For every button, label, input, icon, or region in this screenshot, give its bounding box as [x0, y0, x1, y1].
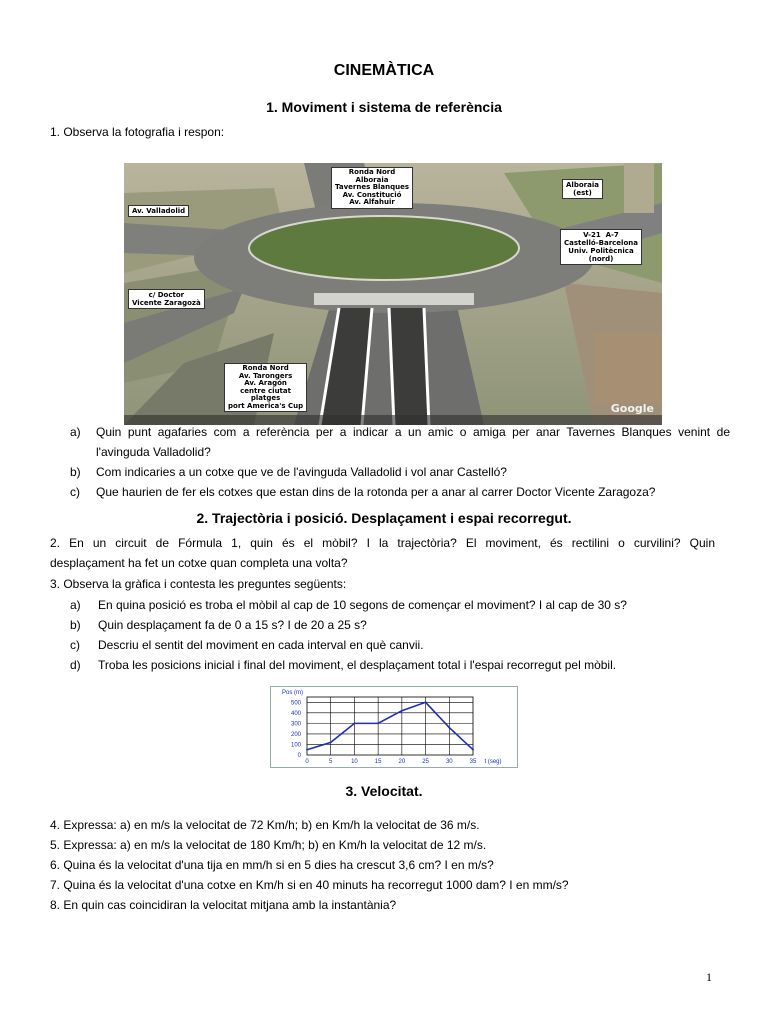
section-2-heading: 2. Trajectòria i posició. Desplaçament i espai recorregut. — [196, 510, 572, 526]
item-1a — [70, 422, 730, 442]
question-6: 6. Quina és la velocitat d'una tija en mm/h si en 5 dies ha crescut 3,6 cm? I en m/s? — [50, 858, 494, 872]
item-1b — [70, 462, 730, 482]
question-5: 5. Expressa: a) en m/s la velocitat de 180 Km/h; b) en Km/h la velocitat de 12 m/s. — [50, 838, 487, 852]
sign-right — [560, 229, 642, 265]
item-label: d) — [70, 658, 81, 672]
sign-left-bottom-text: c/ Doctor Vicente Zaragozà — [132, 291, 201, 307]
section-2-items — [70, 595, 730, 675]
data-point — [448, 727, 450, 729]
x-axis-label: t (seg) — [484, 759, 502, 765]
y-tick-label: 0 — [297, 753, 301, 759]
roundabout-photo — [124, 163, 662, 425]
item-label: b) — [70, 465, 81, 479]
item-3d — [70, 655, 730, 675]
google-watermark: Google — [610, 402, 654, 415]
y-tick-label: 300 — [290, 721, 301, 728]
question-4: 4. Expressa: a) en m/s la velocitat de 72 Km/h; b) en Km/h la velocitat de 36 m/s. — [50, 818, 480, 832]
page-title: CINEMÀTICA — [333, 62, 435, 79]
question-2-line-1: 2. En un circuit de Fórmula 1, quin és el mòbil? I la trajectòria? El moviment, és rectilini o curvilini? Quin — [50, 536, 715, 550]
chart-svg — [271, 687, 517, 767]
section-3-items — [50, 815, 569, 915]
item-1a-cont — [70, 442, 730, 462]
item-3a — [70, 595, 730, 615]
data-point — [425, 701, 427, 703]
x-tick-label: 30 — [445, 759, 453, 765]
item-label: a) — [70, 425, 81, 439]
x-tick-label: 35 — [469, 759, 477, 765]
item-label: c) — [70, 485, 80, 499]
y-axis-label: Pos (m) — [282, 690, 303, 696]
section-3-heading: 3. Velocitat. — [345, 783, 423, 799]
data-point — [330, 741, 332, 743]
item-text: Descriu el sentit del moviment en cada interval en què canvii. — [98, 638, 424, 652]
item-text: Quin desplaçament fa de 0 a 15 s? I de 20 a 25 s? — [98, 618, 367, 632]
item-label: a) — [70, 598, 81, 612]
page-number: 1 — [706, 970, 712, 984]
position-time-chart — [270, 686, 518, 768]
item-label: c) — [70, 638, 80, 652]
item-text: Que haurien de fer els cotxes que estan dins de la rotonda per a anar al carrer Doctor Vicente Zaragoza? — [96, 485, 656, 499]
item-text: Com indicaries a un cotxe que ve de l'avinguda Valladolid i vol anar Castelló? — [96, 465, 507, 479]
question-8: 8. En quin cas coincidiran la velocitat mitjana amb la instantània? — [50, 898, 397, 912]
question-2 — [50, 533, 715, 573]
data-point — [377, 722, 379, 724]
section-1-heading: 1. Moviment i sistema de referència — [266, 99, 502, 115]
item-label: b) — [70, 618, 81, 632]
sign-left — [128, 205, 189, 217]
y-tick-label: 100 — [290, 742, 301, 749]
sign-top-right — [562, 179, 603, 199]
y-tick-label: 500 — [290, 700, 301, 707]
item-text: Troba les posicions inicial i final del moviment, el desplaçament total i l'espai recorregut pel mòbil. — [98, 658, 617, 672]
sign-top-center-text: Ronda Nord Alboraia Tavernes Blanques Av. Constitució Av. Alfahuir — [335, 168, 410, 206]
x-tick-label: 0 — [305, 759, 309, 765]
x-tick-label: 5 — [329, 759, 333, 765]
y-tick-label: 200 — [290, 731, 301, 738]
question-2-line-2: desplaçament ha fet un cotxe quan completa una volta? — [50, 556, 348, 570]
sign-left-bottom — [128, 289, 205, 309]
item-3b — [70, 615, 730, 635]
x-tick-label: 10 — [351, 759, 358, 765]
y-tick-label: 400 — [290, 710, 301, 717]
data-point — [354, 722, 356, 724]
data-point — [401, 710, 403, 712]
sign-top-center — [331, 167, 413, 209]
data-point — [472, 749, 474, 751]
item-text: En quina posició es troba el mòbil al cap de 10 segons de començar el moviment? I al cap de 30 s? — [98, 598, 627, 612]
item-text: Quin punt agafaries com a referència per a indicar a un amic o amiga per anar Tavernes Blanques venint de — [96, 425, 730, 439]
question-3: 3. Observa la gràfica i contesta les preguntes següents: — [50, 577, 347, 591]
question-7: 7. Quina és la velocitat d'una cotxe en Km/h si en 40 minuts ha recorregut 1000 dam? I en mm/s? — [50, 878, 569, 892]
item-3c — [70, 635, 730, 655]
sign-left-text: Av. Valladolid — [132, 207, 186, 215]
x-tick-label: 15 — [374, 759, 382, 765]
item-1c — [70, 482, 730, 502]
sign-bottom-text: Ronda Nord Av. Tarongers Av. Aragón centre ciutat platges port America's Cup — [228, 364, 304, 410]
data-point — [306, 749, 308, 751]
sign-bottom — [224, 363, 307, 412]
question-1: 1. Observa la fotografia i respon: — [50, 125, 225, 139]
item-text: l'avinguda Valladolid? — [96, 445, 211, 459]
sign-top-right-text: Alboraia (est) — [566, 181, 599, 197]
sign-right-text: V-21 A-7 Castelló-Barcelona Univ. Politècnica (nord) — [564, 231, 638, 263]
x-tick-label: 25 — [422, 759, 429, 765]
section-1-items — [70, 422, 730, 502]
x-tick-label: 20 — [398, 759, 406, 765]
